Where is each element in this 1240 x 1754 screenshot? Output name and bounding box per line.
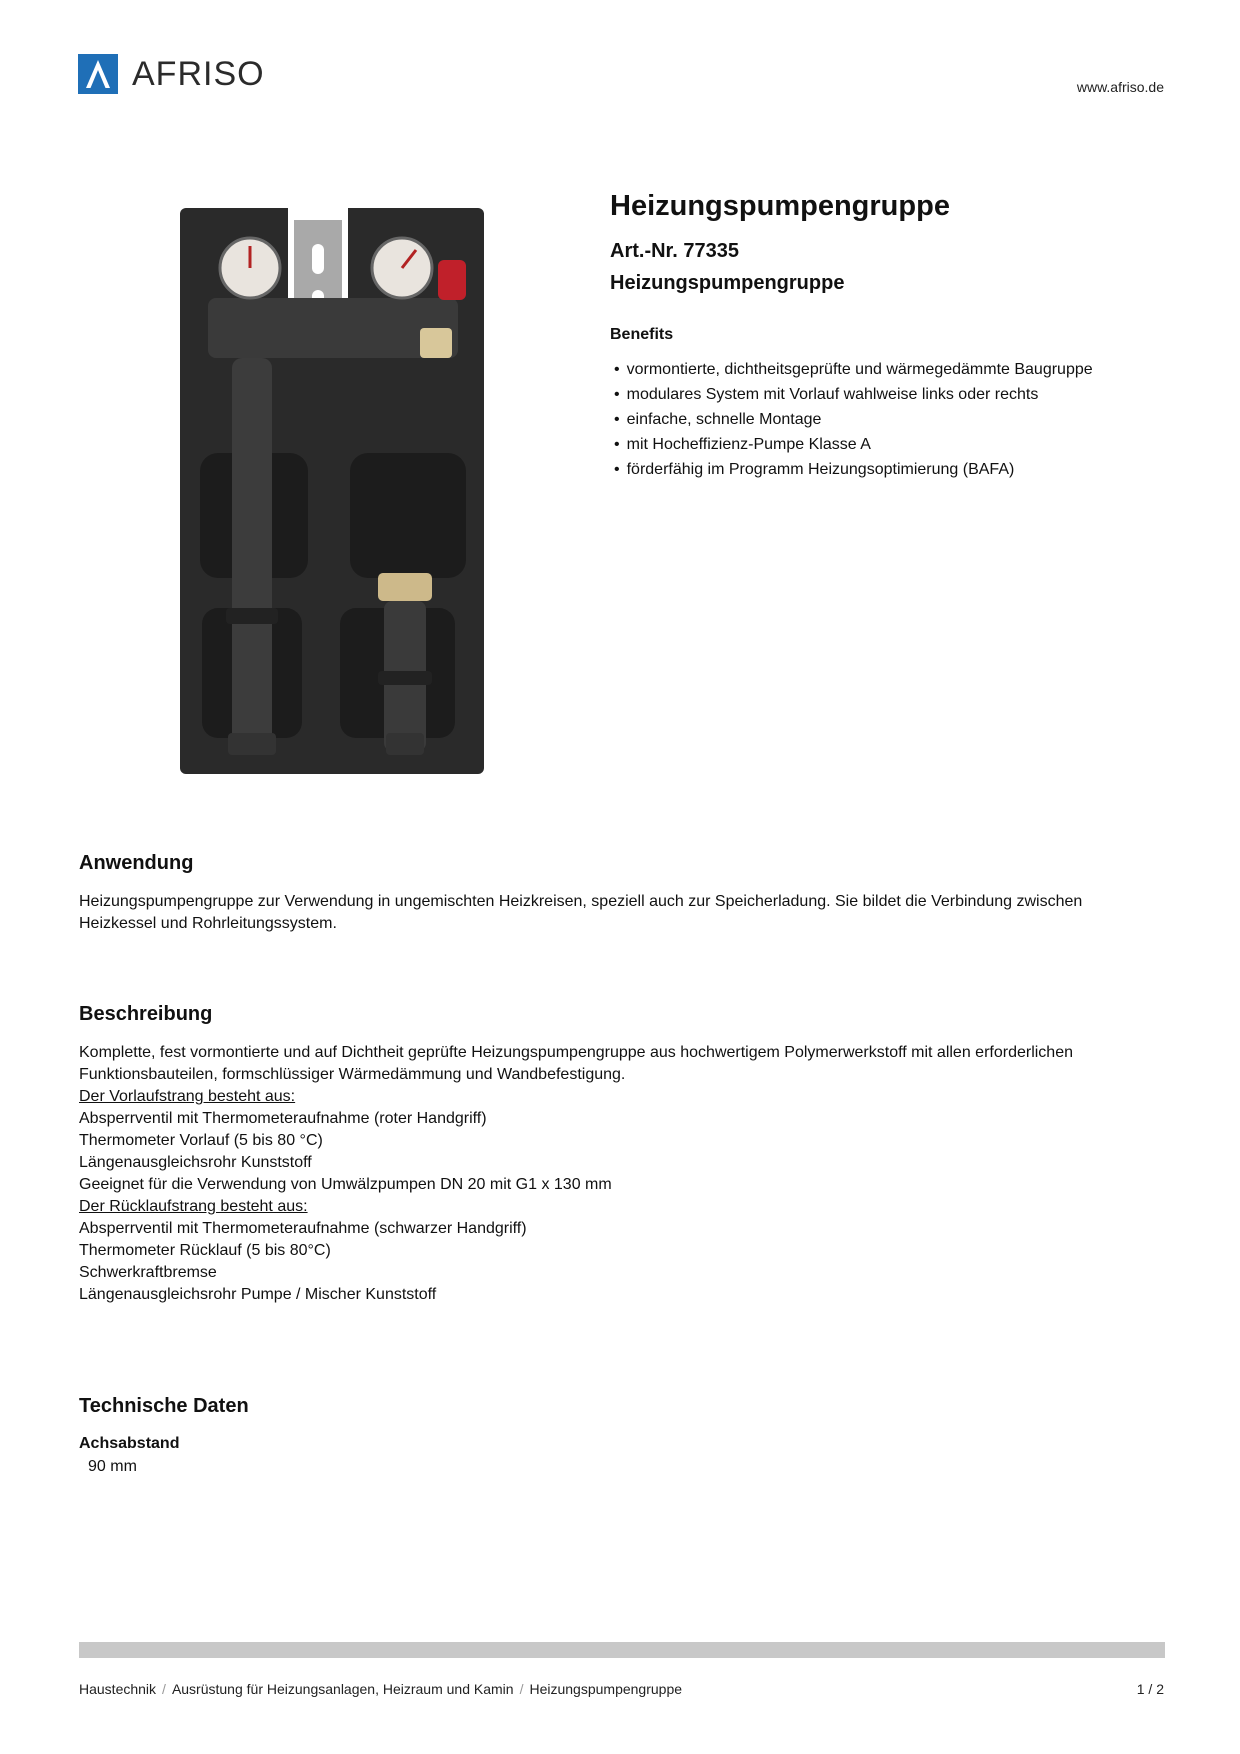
ruecklauf-heading: Der Rücklaufstrang besteht aus: [79,1198,308,1215]
beschreibung-intro: Komplette, fest vormontierte und auf Dichtheit geprüfte Heizungspumpengruppe aus hochwertigem Polymerwerkstoff mit allen erforderlichen Funktionsbauteilen, formschlüssiger Wärmedämmung und Wandbefestigung. [79,1044,1073,1083]
vorlauf-heading: Der Vorlaufstrang besteht aus: [79,1088,296,1105]
ruecklauf-item: Absperrventil mit Thermometeraufnahme (schwarzer Handgriff) [79,1220,527,1237]
technische-daten-heading: Technische Daten [79,1395,249,1417]
anwendung-heading: Anwendung [79,852,194,874]
anwendung-text: Heizungspumpengruppe zur Verwendung in ungemischten Heizkreisen, speziell auch zur Speicherladung. Sie bildet die Verbindung zwischen Heizkessel und Rohrleitungssystem. [79,893,1083,932]
benefit-item: • modulares System mit Vorlauf wahlweise links oder rechts [614,382,1093,407]
breadcrumb-item[interactable]: Ausrüstung für Heizungsanlagen, Heizraum und Kamin [171,1681,514,1697]
vorlauf-item: Thermometer Vorlauf (5 bis 80 °C) [79,1132,323,1149]
breadcrumb-separator: / [162,1681,166,1697]
article-number: Art.-Nr. 77335 [610,240,739,262]
benefits-heading: Benefits [610,326,674,343]
breadcrumb [79,1681,682,1697]
brand-name: AFRISO [132,55,265,93]
breadcrumb-item[interactable]: Haustechnik [79,1681,157,1697]
website-link[interactable]: www.afriso.de [1076,79,1164,95]
ruecklauf-item: Schwerkraftbremse [79,1264,217,1281]
breadcrumb-separator: / [519,1681,524,1697]
benefit-item: • förderfähig im Programm Heizungsoptimierung (BAFA) [614,457,1093,482]
vorlauf-item: Absperrventil mit Thermometeraufnahme (roter Handgriff) [79,1110,487,1127]
beschreibung-heading: Beschreibung [79,1003,213,1025]
ruecklauf-item: Thermometer Rücklauf (5 bis 80°C) [79,1242,331,1259]
vorlauf-item: Geeignet für die Verwendung von Umwälzpumpen DN 20 mit G1 x 130 mm [79,1176,612,1193]
beschreibung-body [79,1042,1164,1306]
benefit-item: • einfache, schnelle Montage [614,407,1093,432]
brand-logo [78,54,265,94]
product-title: Heizungspumpengruppe [610,190,950,222]
spec-value: 90 mm [88,1458,137,1475]
footer-divider [79,1642,1165,1658]
vorlauf-item: Längenausgleichsrohr Kunststoff [79,1154,312,1171]
product-subtitle: Heizungspumpengruppe [610,272,845,294]
ruecklauf-item: Längenausgleichsrohr Pumpe / Mischer Kunststoff [79,1286,437,1303]
spec-label: Achsabstand [79,1435,180,1452]
benefit-item: • vormontierte, dichtheitsgeprüfte und wärmegedämmte Baugruppe [614,357,1093,382]
breadcrumb-item[interactable]: Heizungspumpengruppe [529,1681,683,1697]
benefit-item: • mit Hocheffizienz-Pumpe Klasse A [614,432,1093,457]
afriso-a-logo-icon [78,54,118,94]
page-number: 1 / 2 [1136,1681,1164,1697]
benefits-list [614,357,1093,482]
pump-group-product-image [180,208,484,774]
